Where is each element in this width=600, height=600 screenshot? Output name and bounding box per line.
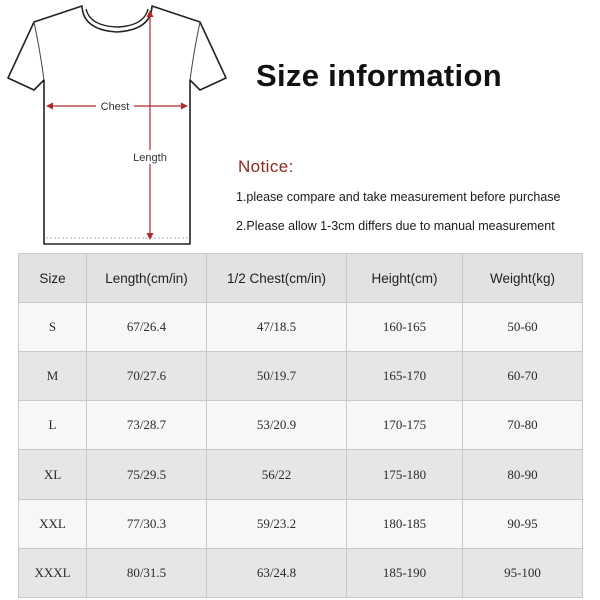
cell-chest: 63/24.8: [207, 549, 347, 598]
cell-chest: 47/18.5: [207, 303, 347, 352]
tshirt-collar: [86, 9, 148, 27]
table-row: [19, 303, 583, 352]
tshirt-diagram: [0, 0, 235, 252]
cell-size: XXXL: [19, 549, 87, 598]
size-table: [18, 253, 583, 598]
cell-length: 77/30.3: [87, 500, 207, 549]
top-section: [0, 0, 600, 252]
cell-size: XL: [19, 450, 87, 499]
table-row: [19, 352, 583, 401]
tshirt-outline: [8, 6, 226, 244]
cell-length: 67/26.4: [87, 303, 207, 352]
cell-height: 180-185: [347, 500, 463, 549]
table-header-row: [19, 254, 583, 303]
cell-chest: 50/19.7: [207, 352, 347, 401]
size-table-container: [18, 253, 582, 598]
cell-chest: 53/20.9: [207, 401, 347, 450]
header-length: Length(cm/in): [87, 254, 207, 303]
header-chest: 1/2 Chest(cm/in): [207, 254, 347, 303]
cell-length: 75/29.5: [87, 450, 207, 499]
cell-height: 175-180: [347, 450, 463, 499]
cell-height: 185-190: [347, 549, 463, 598]
cell-size: XXL: [19, 500, 87, 549]
table-row: [19, 500, 583, 549]
notice-line-1: 1.please compare and take measurement before purchase: [236, 190, 561, 204]
cell-weight: 90-95: [463, 500, 583, 549]
cell-weight: 95-100: [463, 549, 583, 598]
cell-height: 165-170: [347, 352, 463, 401]
header-height: Height(cm): [347, 254, 463, 303]
chest-label: Chest: [100, 101, 130, 113]
cell-chest: 59/23.2: [207, 500, 347, 549]
cell-weight: 60-70: [463, 352, 583, 401]
cell-length: 70/27.6: [87, 352, 207, 401]
table-row: [19, 549, 583, 598]
length-label: Length: [133, 152, 167, 164]
notice-title: Notice:: [238, 157, 294, 176]
cell-chest: 56/22: [207, 450, 347, 499]
cell-weight: 70-80: [463, 401, 583, 450]
page-title: Size information: [256, 58, 502, 93]
cell-length: 80/31.5: [87, 549, 207, 598]
header-size: Size: [19, 254, 87, 303]
cell-size: L: [19, 401, 87, 450]
table-row: [19, 401, 583, 450]
cell-weight: 80-90: [463, 450, 583, 499]
table-row: [19, 450, 583, 499]
cell-height: 160-165: [347, 303, 463, 352]
notice-line-2: 2.Please allow 1-3cm differs due to manual measurement: [236, 219, 555, 233]
cell-size: M: [19, 352, 87, 401]
cell-length: 73/28.7: [87, 401, 207, 450]
cell-size: S: [19, 303, 87, 352]
cell-weight: 50-60: [463, 303, 583, 352]
header-weight: Weight(kg): [463, 254, 583, 303]
cell-height: 170-175: [347, 401, 463, 450]
